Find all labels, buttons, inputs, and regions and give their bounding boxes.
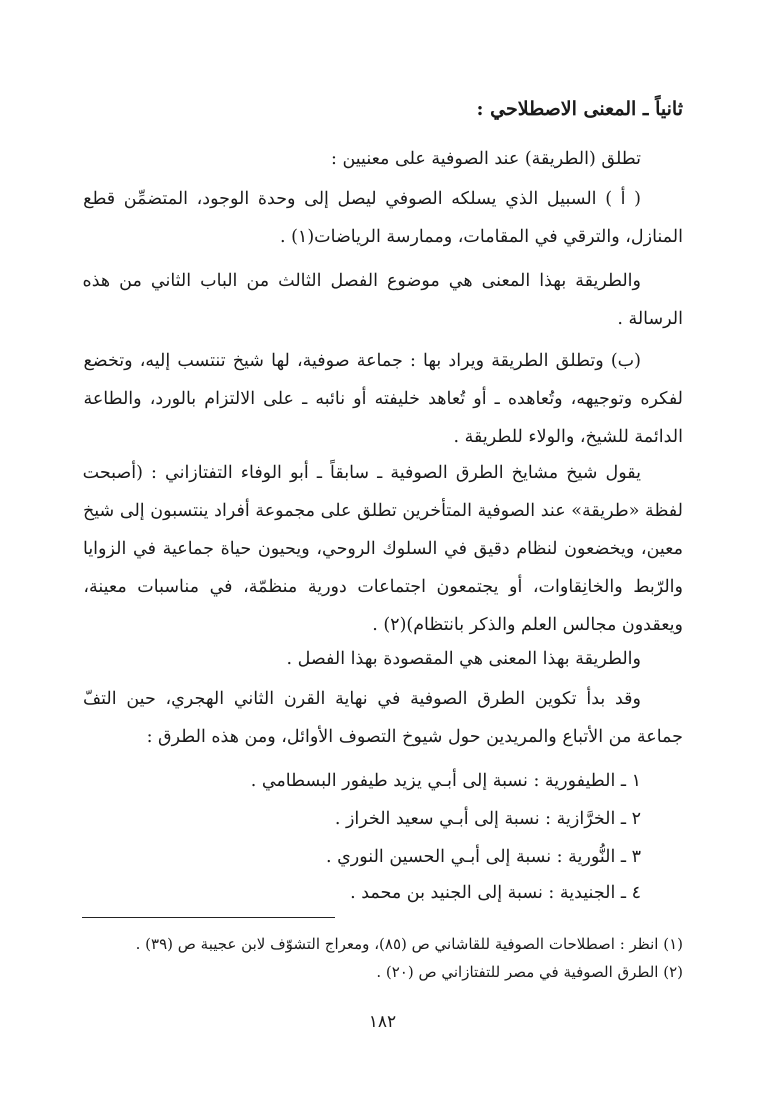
definition-a-paragraph	[83, 180, 683, 256]
order-list-item: ٢ ـ الخرَّازية : نسبة إلى أبـي سعيد الخراز .	[334, 809, 641, 829]
origin-paragraph	[83, 680, 683, 756]
intro-paragraph	[83, 140, 683, 178]
text-line: الدائمة للشيخ، والولاء للطريقة .	[453, 427, 683, 447]
order-list-item: ٤ ـ الجنيدية : نسبة إلى الجنيد بن محمد .	[350, 883, 641, 903]
text-line: (ب) وتطلق الطريقة ويراد بها : جماعة صوفية، لها شيخ تنتسب إليه، وتخضع	[83, 351, 641, 371]
text-line: تطلق (الطريقة) عند الصوفية على معنيين :	[330, 149, 641, 169]
text-line: لفظة «طريقة» عند الصوفية المتأخرين تطلق على مجموعة أفراد ينتسبون إلى شيخ	[82, 501, 683, 521]
footnote-2: (٢) الطرق الصوفية في مصر للتفتازاني ص (٢٠) .	[376, 963, 683, 981]
text-line: ويعقدون مجالس العلم والذكر بانتظام)(٢) .	[372, 615, 683, 635]
text-line: الرسالة .	[617, 309, 683, 329]
quote-paragraph	[83, 454, 683, 644]
order-list-item: ٣ ـ النُّورية : نسبة إلى أبـي الحسين النوري .	[325, 847, 641, 867]
text-line: معين، ويخضعون لنظام دقيق في السلوك الروحي، ويحيون حياة جماعية في الزوايا	[82, 539, 683, 559]
text-line: جماعة من الأتباع والمريدين حول شيوخ التصوف الأوائل، ومن هذه الطرق :	[146, 727, 683, 747]
text-line: يقول شيخ مشايخ الطرق الصوفية ـ سابقاً ـ أبو الوفاء التفتازاني : (أصبحت	[82, 463, 641, 483]
text-line: والطريقة بهذا المعنى هي المقصودة بهذا الفصل .	[286, 649, 641, 669]
text-line: وقد بدأ تكوين الطرق الصوفية في نهاية القرن الثاني الهجري، حين التفّ	[83, 689, 641, 709]
section-heading: ثانياً ـ المعنى الاصطلاحي :	[476, 98, 683, 120]
page-number: ١٨٢	[368, 1012, 397, 1032]
text-line: لفكره وتوجيهه، وتُعاهده ـ أو تُعاهد خليفته أو نائبه ـ على الالتزام بالورد، والطاعة	[83, 389, 683, 409]
footnote-1: (١) انظر : اصطلاحات الصوفية للقاشاني ص (٨٥)، ومعراج التشوّف لابن عجيبة ص (٣٩) .	[135, 935, 683, 953]
text-line: والطريقة بهذا المعنى هي موضوع الفصل الثالث من الباب الثاني من هذه	[82, 271, 641, 291]
text-line: المنازل، والترقي في المقامات، وممارسة الرياضات(١) .	[279, 227, 683, 247]
footnote-divider	[82, 917, 335, 918]
definition-a-note-paragraph	[83, 262, 683, 338]
order-list-item: ١ ـ الطيفورية : نسبة إلى أبـي يزيد طيفور البسطامي .	[250, 771, 641, 791]
text-line: ( أ ) السبيل الذي يسلكه الصوفي ليصل إلى وحدة الوجود، المتضمِّن قطع	[83, 189, 641, 209]
text-line: والرّبط والخانِقاوات، أو يجتمعون اجتماعات دورية منظمّة، في مناسبات معينة،	[83, 577, 683, 597]
definition-b-paragraph	[83, 342, 683, 456]
definition-b-note-paragraph	[83, 640, 683, 678]
